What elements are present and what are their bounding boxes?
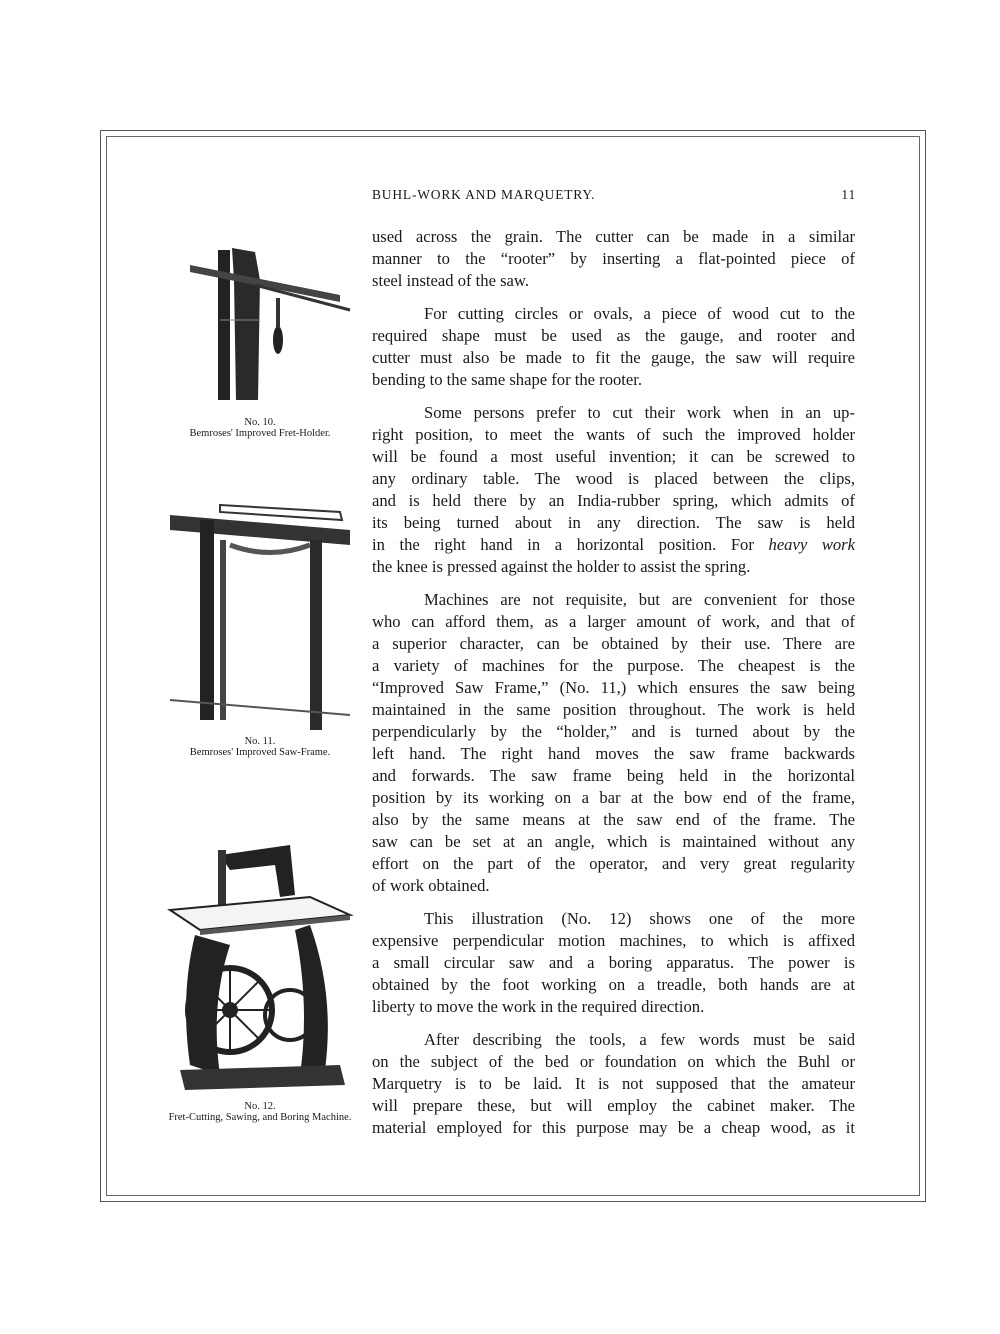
text-line [372,1073,855,1095]
figure-12-caption [160,1101,360,1123]
text-line-content: who can afford them, as a larger amount of work, and that of [372,612,855,631]
text-line-content: required shape must be used as the gauge, and rooter and [372,326,855,345]
text-line [372,655,855,677]
text-line [372,369,855,391]
italic-emphasis: heavy work [768,535,856,554]
text-line [372,1029,855,1051]
text-line [372,765,855,787]
text-line-content: any ordinary table. The wood is placed between the clips, [372,469,855,488]
text-line [372,512,855,534]
figure-10-caption [160,417,360,439]
text-line [372,677,855,699]
paragraph [372,303,855,391]
text-line-content: This illustration (No. 12) shows one of the more [424,909,855,928]
text-line-content: used across the grain. The cutter can be made in a similar [372,227,855,246]
text-line [372,721,855,743]
text-line-content: obtained by the foot working on a treadle, both hands are at [372,975,855,994]
text-line [372,226,855,248]
text-line-content: After describing the tools, a few words must be said [424,1030,855,1049]
text-line [372,303,855,325]
text-line-content: will prepare these, but will employ the cabinet maker. The [372,1096,855,1115]
text-line [372,347,855,369]
text-line-content: right position, to meet the wants of such the improved holder [372,425,855,444]
text-line [372,699,855,721]
text-line [372,809,855,831]
text-line-content: material employed for this purpose may be a cheap wood, as it [372,1118,855,1137]
text-line [372,930,855,952]
text-line-content: saw can be set at an angle, which is maintained without any [372,832,855,851]
text-line-content: its being turned about in any direction. The saw is held [372,513,855,532]
text-line [372,402,855,424]
text-line-content: liberty to move the work in the required direction. [372,997,705,1016]
text-line [372,633,855,655]
text-line-content: a small circular saw and a boring apparatus. The power is [372,953,855,972]
text-line-content: left hand. The right hand moves the saw frame backwards [372,744,855,763]
text-line-content: cutter must also be made to fit the gauge, the saw will require [372,348,855,367]
text-line-content: bending to the same shape for the rooter. [372,370,643,389]
text-line-content: For cutting circles or ovals, a piece of wood cut to the [424,304,855,323]
text-line [372,468,855,490]
text-line [372,787,855,809]
figure-fret-holder-illustration [160,240,360,405]
text-line-content: on the subject of the bed or foundation on which the Buhl or [372,1052,855,1071]
text-line-content: and is held there by an India-rubber spring, which admits of [372,491,855,510]
text-line [372,853,855,875]
figure-11-caption [160,736,360,758]
text-line-content: manner to the “rooter” by inserting a flat-pointed piece of [372,249,855,268]
text-line-content: a variety of machines for the purpose. The cheapest is the [372,656,855,675]
text-line-content: maintained in the same position throughout. The work is held [372,700,855,719]
text-line [372,446,855,468]
text-line [372,424,855,446]
page-number: 11 [841,187,856,202]
figure-12-title: Fret-Cutting, Sawing, and Boring Machine. [168,1112,352,1123]
text-line-content: position by its working on a bar at the bow end of the frame, [372,788,855,807]
text-line-content: the knee is pressed against the holder to assist the spring. [372,557,751,576]
text-line [372,248,855,270]
text-line-content: “Improved Saw Frame,” (No. 11,) which ensures the saw being [372,678,855,697]
text-line-content: Some persons prefer to cut their work when in an up- [424,403,855,422]
paragraph [372,402,855,578]
text-line [372,875,855,897]
text-line-content: a superior character, can be obtained by their use. There are [372,634,855,653]
text-line [372,270,855,292]
figure-10-title: Bemroses' Improved Fret-Holder. [189,428,331,439]
figure-12-number: No. 12. [244,1101,276,1112]
text-line-content: steel instead of the saw. [372,271,529,290]
text-line [372,589,855,611]
text-line-content: will be found a most useful invention; it can be screwed to [372,447,855,466]
paragraph [372,908,855,1018]
text-line [372,1117,855,1139]
paragraph [372,1029,855,1139]
text-line [372,952,855,974]
figure-11-title: Bemroses' Improved Saw-Frame. [189,747,331,758]
text-line-content: of work obtained. [372,876,490,895]
paragraph [372,589,855,897]
text-line [372,996,855,1018]
text-line [372,1051,855,1073]
body-text [372,226,855,1150]
running-title: BUHL-WORK AND MARQUETRY. [372,187,596,202]
text-line-content: Marquetry is to be laid. It is not supposed that the amateur [372,1074,855,1093]
text-line-content: effort on the part of the operator, and very great regularity [372,854,855,873]
text-line [372,556,855,578]
text-line-content: in the right hand in a horizontal position. For [372,535,754,554]
paragraph [372,226,855,292]
text-line [372,325,855,347]
text-line [372,908,855,930]
text-line [372,831,855,853]
figure-saw-frame-illustration [160,500,360,730]
text-line-content: perpendicularly by the “holder,” and is turned about by the [372,722,855,741]
figure-10-number: No. 10. [244,417,276,428]
text-line-content: also by the same means at the saw end of the frame. The [372,810,855,829]
text-line [372,974,855,996]
text-line-content: and forwards. The saw frame being held in the horizontal [372,766,855,785]
text-line [372,534,855,556]
text-line-content: Machines are not requisite, but are convenient for those [424,590,855,609]
figure-11-number: No. 11. [244,736,276,747]
text-line [372,743,855,765]
text-line [372,611,855,633]
figure-fret-cutting-machine-illustration [160,835,360,1097]
text-line [372,490,855,512]
text-line [372,1095,855,1117]
text-line-content: expensive perpendicular motion machines, to which is affixed [372,931,855,950]
